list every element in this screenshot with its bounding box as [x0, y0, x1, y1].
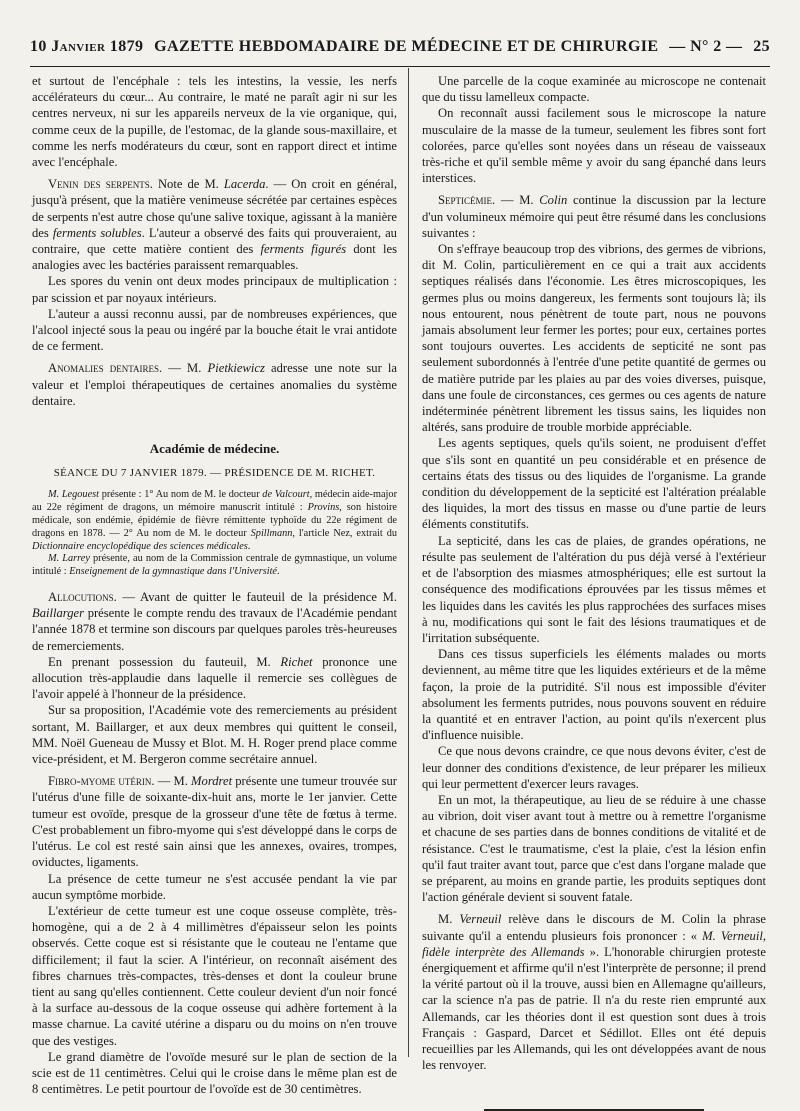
- paragraph: Le grand diamètre de l'ovoïde mesuré sur le plan de section de la scie est de 11 centimètres. Celui qui le croise dans le même plan est de 8 centimètres. Le petit pourtour de l'ovoïde est de 30 centimètres.: [32, 1049, 397, 1097]
- header-issue-number: — N° 2 —: [669, 38, 743, 55]
- left-column: [32, 73, 397, 1097]
- paragraph-verneuil: M. Verneuil relève dans le discours de M. Colin la phrase suivante qu'il a entendu plusieurs fois prononcer : « M. Verneuil, fidèle interprète des Allemands ». L'honorable chirurgien proteste énergiquement et affirme qu'il n'est l'interprète de personne; il prend la vérité partout où il la trouve, aussi bien en Allemagne qu'ailleurs, car la science n'a pas de patrie. Il n'a du reste rien emprunté aux Allemands, car les théories dont il est question sont dues à trois Français : Gaspard, Darcet et Sédillot. Elles ont été depuis recueillies par les Allemands, qui les ont développées avant de nous les renvoyer.: [422, 912, 767, 1073]
- paragraph: L'auteur a aussi reconnu aussi, par de nombreuses expériences, que l'alcool injecté sous la peau ou ingéré par la bouche était le vrai antidote de ce ferment.: [32, 306, 397, 354]
- paragraph-anomalies: Anomalies dentaires. — M. Pietkiewicz adresse une note sur la valeur et l'emploi thérapeutiques de certaines anomalies du système dentaire.: [32, 361, 397, 408]
- header-date: 10 Janvier 1879: [30, 38, 144, 55]
- paragraph-fibro-myome: Fibro-myome utérin. — M. Mordret présente une tumeur trouvée sur l'utérus d'une fille de soixante-dix-huit ans, morte le 1er janvier. Cette tumeur est ovoïde, presque de la grosseur d'une tête de fœtus à terme. C'est probablement un fibro-myome qui s'est développé dans le corps de l'utérus. Le col est resté sain ainsi que les annexes, ovaires, trompes, oviductes, ligaments.: [32, 774, 397, 870]
- header-rule: [30, 66, 770, 67]
- column-divider: [408, 68, 409, 1057]
- seance-subtitle: SÉANCE DU 7 JANVIER 1879. — PRÉSIDENCE DE M. RICHET.: [53, 467, 376, 480]
- author-name: Baillarger: [32, 606, 85, 621]
- paragraph-septicemie: Septicémie. — M. Colin continue la discussion par la lecture d'un volumineux mémoire qui peut être résumé dans les conclusions suivantes :: [422, 193, 766, 240]
- section-heading: Venin des serpents.: [48, 177, 153, 192]
- paragraph: En prenant possession du fauteuil, M. Richet prononce une allocution très-applaudie dans laquelle il remercie ses collègues de l'avoir appelé à l'honneur de la présidence.: [32, 654, 398, 702]
- paragraph: et surtout de l'encéphale : tels les intestins, la vessie, les nerfs accélérateurs du cœur... Au contraire, le maté ne paraît agir ni sur les centres nerveux, ni sur les appareils nerveux de la vie organique, qui, comme ceux de la pupille, de l'estomac, de la glande sous-maxillaire, et comme les nerfs modérateurs du cœur, sont en rapport direct et intime avec l'encéphale.: [32, 74, 397, 170]
- paragraph: La septicité, dans les cas de plaies, de grandes opérations, ne résulte pas seulement de l'altération du pus déjà versé à l'extérieur et de l'absorption des miasmes atmosphériques; elle est surtout la conséquence des modifications éprouvées par les tissus mêmes et les liquides dans les cavités les plus rapprochées des surfaces mises à nu, modifications qui sont le fait des lésions traumatiques et de l'irritation subséquente.: [422, 533, 766, 645]
- section-heading: Anomalies dentaires.: [48, 361, 163, 376]
- author-name: Richet: [280, 654, 313, 669]
- author-name: Lacerda: [223, 177, 266, 192]
- section-title-academie: Académie de médecine.: [149, 441, 280, 457]
- header-page-number: 25: [753, 38, 770, 55]
- paragraph: Ce que nous devons craindre, ce que nous devons éviter, c'est de leur donner des conditions d'existence, de leur préparer les milieux qui leur permettent d'exercer leurs ravages.: [422, 744, 766, 791]
- section-heading: Allocutions.: [48, 590, 117, 605]
- paragraph: Sur sa proposition, l'Académie vote des remerciements au président sortant, M. Baillarger, et aux deux membres qui quittent le conseil, MM. Noël Gueneau de Mussy et Blot. M. H. Roger prend place comme vice-président, et M. Bergeron comme secrétaire annuel.: [32, 703, 397, 767]
- section-heading: Septicémie.: [438, 193, 496, 208]
- author-name: Pietkiewicz: [207, 361, 265, 376]
- section-heading: Fibro-myome utérin.: [48, 774, 155, 789]
- paragraph: La présence de cette tumeur ne s'est accusée pendant la vie par aucun symptôme morbide.: [32, 871, 397, 902]
- paragraph: On reconnaît aussi facilement sous le microscope la nature musculaire de la masse de la tumeur, seulement les fibres sont fort colorées, parce qu'elles sont noyées dans un réseau de vaisseaux très-riche et qu'il semble même y avoir du sang épanché dans leurs interstices.: [422, 106, 766, 186]
- right-column: [422, 73, 766, 1111]
- author-name: Mordret: [191, 774, 233, 789]
- author-name: Verneuil: [459, 912, 502, 927]
- paragraph: On s'effraye beaucoup trop des vibrions, des germes de vibrions, dit M. Colin, particulièrement en ce qui a trait aux accidents septiques réalisés dans l'économie. Les êtres microscopiques, les germes plus ou moins dangereux, les ferments sont toujours là; ils nous entourent, nous pénètrent de toute part, nous ne pouvons jamais absolument leur fermer les portes; pour eux, certaines portes sont toujours ouvertes. Les accidents de septicité ne sont pas seulement subordonnés à l'entrée d'une petite quantité de germes ou de matière putride par les plaies au par des voies diverses, puisque, dans une foule de circonstances, ces germes ou ces agents de nature indéterminée pénètrent librement les tissus sains, les liquides non altérés, sans produire de trouble morbide appréciable.: [422, 242, 766, 435]
- paragraph: Les spores du venin ont deux modes principaux de multiplication : par scission et par noyaux intérieurs.: [32, 274, 397, 305]
- paragraph-venin: Venin des serpents. Note de M. Lacerda. — On croit en général, jusqu'à présent, que la matière venimeuse sécrétée par certaines espèces de serpents n'est autre chose qu'une salive toxique, agissant à la manière des ferments solubles. L'auteur a observé des faits qui prouveraient, au contraire, que cette matière contient des ferments figurés dont les analogies avec les bactéries paraissent remarquables.: [32, 177, 397, 273]
- small-paragraph: M. Legouest présente : 1° Au nom de M. le docteur de Valcourt, médecin aide-major au 22e régiment de dragons, un mémoire manuscrit intitulé : Provins, son histoire médicale, son endémie, épidémie de fièvre rémittente typhoïde du 22e régiment de dragons en 1878. — 2° Au nom de M. le docteur Spillmann, l'article Nez, extrait du Dictionnaire encyclopédique des sciences médicales.: [32, 489, 397, 552]
- small-paragraph: M. Larrey présente, au nom de la Commission centrale de gymnastique, un volume intitulé : Enseignement de la gymnastique dans l'Université.: [32, 553, 397, 578]
- running-header: [30, 32, 770, 62]
- paragraph: Une parcelle de la coque examinée au microscope ne contenait que du tissu lamelleux compacte.: [422, 74, 766, 105]
- paragraph: En un mot, la thérapeutique, au lieu de se réduire à une chasse au vibrion, doit viser avant tout à mettre ou à remettre l'organisme et chacune de ses parties dans de bonnes conditions de vitalité et de résistance. C'est le traumatisme, c'est la plaie, c'est la lésion enfin qu'il faut traiter avant tout, parce que c'est dans l'organe malade que se préparent, au moins en grande partie, les produits septiques dont l'action générale devient si souvent fatale.: [422, 792, 766, 905]
- header-journal-title: GAZETTE HEBDOMADAIRE DE MÉDECINE ET DE CHIRURGIE: [154, 38, 659, 55]
- author-name: Colin: [539, 193, 568, 208]
- paragraph: Les agents septiques, quels qu'ils soient, ne produisent d'effet que s'ils sont en quantité un peu considérable et en présence de certains états des tissus ou des liquides de l'organisme. La grande condition du développement de la septicité est l'altération préalable des liquides, la mort des tissus en masse ou d'une partie de leurs éléments constitutifs.: [422, 436, 766, 532]
- paragraph-allocutions: Allocutions. — Avant de quitter le fauteuil de la présidence M. Baillarger présente le compte rendu des travaux de l'Académie pendant l'année 1878 et termine son discours par quelques paroles très-heureuses de remerciements.: [32, 590, 397, 653]
- paragraph: Dans ces tissus superficiels les éléments malades ou morts deviennent, au même titre que les liquides extérieurs et de la même façon, la proie de la putridité. S'il nous est impossible d'éviter absolument les ferments putrides, nous pouvons souvent en réduire la quantité et en entraver l'action, au point qu'ils n'exercent plus d'influence nuisible.: [422, 647, 766, 743]
- paragraph: L'extérieur de cette tumeur est une coque osseuse complète, très-homogène, qui a de 2 à 4 millimètres d'épaisseur selon les points observés. Cette coque est si résistante que le couteau ne l'entame que difficilement; il faut la scier. A l'intérieur, on reconnaît aisément des fibres charnues très-compactes, très-denses et dont la couleur brune tient au sang qu'elles contiennent. Cette couleur devient d'un noir foncé à la surface au-dessous de la coque osseuse qui adhère fortement à la masse charnue. La cavité utérine a disparu ou du moins on n'en trouve que des vestiges.: [32, 903, 397, 1048]
